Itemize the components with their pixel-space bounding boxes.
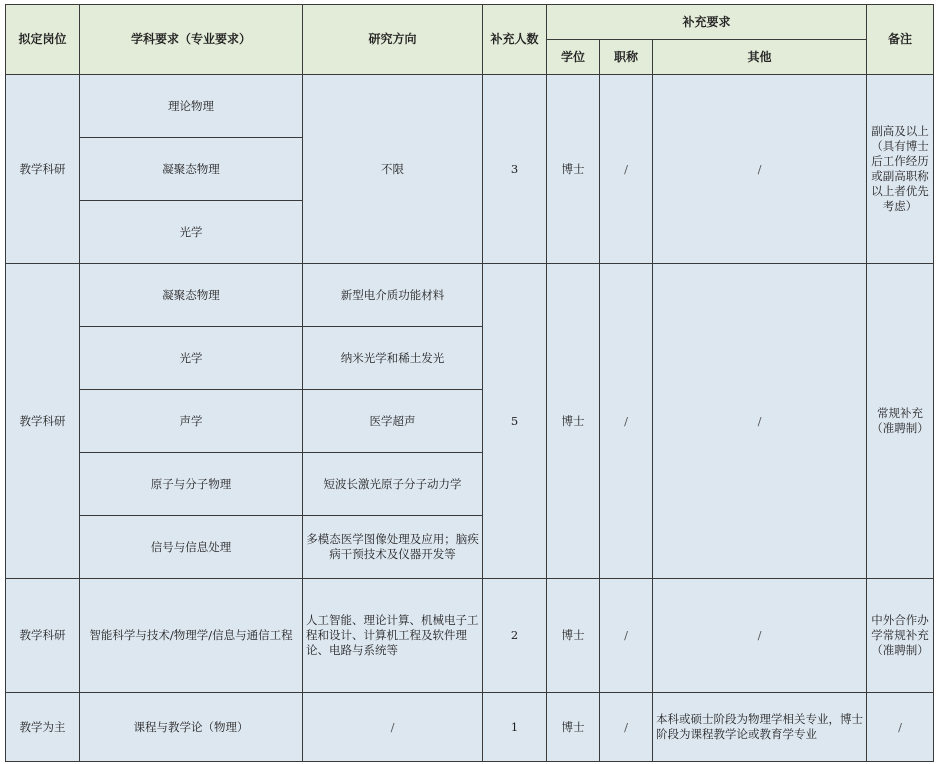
table-row <box>6 579 934 693</box>
discipline-cell: 信号与信息处理 <box>80 516 303 579</box>
position-cell: 教学科研 <box>6 264 80 579</box>
remarks-cell: 中外合作办学常规补充（准聘制） <box>867 579 934 693</box>
degree-cell: 博士 <box>547 75 600 264</box>
discipline-cell: 理论物理 <box>80 75 303 138</box>
table-row <box>6 693 934 762</box>
research-cell: 医学超声 <box>303 390 483 453</box>
discipline-cell: 凝聚态物理 <box>80 264 303 327</box>
header-position: 拟定岗位 <box>6 5 80 75</box>
research-cell: 纳米光学和稀土发光 <box>303 327 483 390</box>
degree-cell: 博士 <box>547 579 600 693</box>
position-cell: 教学科研 <box>6 75 80 264</box>
title-cell: / <box>600 264 653 579</box>
discipline-cell: 原子与分子物理 <box>80 453 303 516</box>
other-cell: / <box>653 264 867 579</box>
research-cell: / <box>303 693 483 762</box>
header-count: 补充人数 <box>483 5 547 75</box>
table-row <box>6 264 934 327</box>
research-cell: 不限 <box>303 75 483 264</box>
position-cell: 教学科研 <box>6 579 80 693</box>
other-cell: / <box>653 579 867 693</box>
recruitment-table <box>5 4 934 762</box>
discipline-cell: 凝聚态物理 <box>80 138 303 201</box>
title-cell: / <box>600 693 653 762</box>
header-discipline: 学科要求（专业要求） <box>80 5 303 75</box>
position-cell: 教学为主 <box>6 693 80 762</box>
header-other: 其他 <box>653 40 867 75</box>
title-cell: / <box>600 579 653 693</box>
header-supplement: 补充要求 <box>547 5 867 40</box>
title-cell: / <box>600 75 653 264</box>
research-cell: 多模态医学图像处理及应用；脑疾病干预技术及仪器开发等 <box>303 516 483 579</box>
count-cell: 1 <box>483 693 547 762</box>
discipline-cell: 声学 <box>80 390 303 453</box>
research-cell: 短波长激光原子分子动力学 <box>303 453 483 516</box>
other-cell: / <box>653 75 867 264</box>
research-cell: 新型电介质功能材料 <box>303 264 483 327</box>
other-cell: 本科或硕士阶段为物理学相关专业，博士阶段为课程教学论或教育学专业 <box>653 693 867 762</box>
degree-cell: 博士 <box>547 264 600 579</box>
table-row <box>6 75 934 138</box>
header-degree: 学位 <box>547 40 600 75</box>
header-remarks: 备注 <box>867 5 934 75</box>
header-title: 职称 <box>600 40 653 75</box>
header-research: 研究方向 <box>303 5 483 75</box>
remarks-cell: 副高及以上（具有博士后工作经历或副高职称以上者优先考虑） <box>867 75 934 264</box>
degree-cell: 博士 <box>547 693 600 762</box>
count-cell: 3 <box>483 75 547 264</box>
count-cell: 2 <box>483 579 547 693</box>
discipline-cell: 智能科学与技术/物理学/信息与通信工程 <box>80 579 303 693</box>
remarks-cell: / <box>867 693 934 762</box>
discipline-cell: 课程与教学论（物理） <box>80 693 303 762</box>
discipline-cell: 光学 <box>80 201 303 264</box>
research-cell: 人工智能、理论计算、机械电子工程和设计、计算机工程及软件理论、电路与系统等 <box>303 579 483 693</box>
discipline-cell: 光学 <box>80 327 303 390</box>
count-cell: 5 <box>483 264 547 579</box>
remarks-cell: 常规补充（准聘制） <box>867 264 934 579</box>
